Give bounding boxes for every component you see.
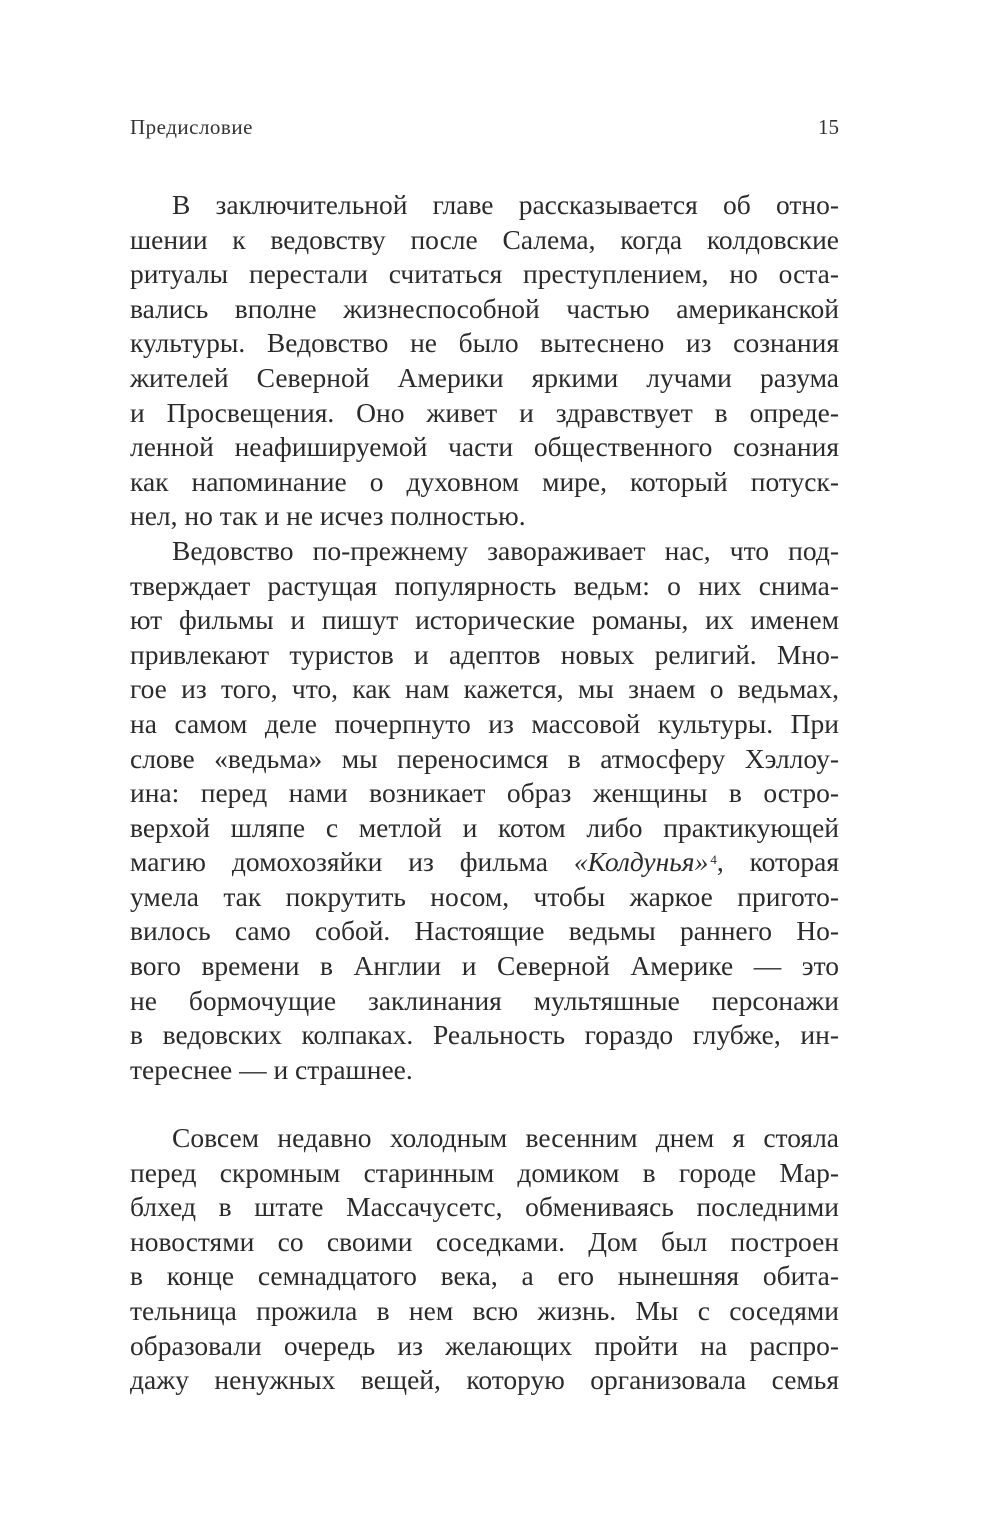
text-line: Ведовство по-прежнему завораживает нас, что под- <box>172 534 839 566</box>
text-line: блхед в штате Массачусетс, обмениваясь последними <box>130 1191 839 1223</box>
text-line: тверждает растущая популярность ведьм: о них снима- <box>130 569 839 601</box>
footnote-marker[interactable]: 4 <box>710 852 717 868</box>
text-line: ритуалы перестали считаться преступлением, но оста- <box>130 258 839 290</box>
text-line: Совсем недавно холодным весенним днем я стояла <box>172 1122 839 1153</box>
paragraph-post-salem <box>130 188 839 534</box>
text-line: нел, но так и не исчез полностью. <box>130 500 526 532</box>
text-line: В заключительной главе рассказывается об отно- <box>172 189 839 220</box>
page-header <box>130 115 839 147</box>
paragraph-marblehead <box>130 1121 839 1398</box>
text-line: тельница прожила в нем всю жизнь. Мы с соседями <box>130 1294 839 1326</box>
text-line: умела так покрутить носом, чтобы жаркое пригото- <box>130 880 839 912</box>
text-line: ина: перед нами возникает образ женщины в остро- <box>130 777 839 809</box>
text-line: вилось само собой. Настоящие ведьмы раннего Но- <box>130 915 839 947</box>
text-line: в ведовских колпаках. Реальность гораздо глубже, ин- <box>130 1019 839 1051</box>
text-line: как напоминание о духовном мире, который потуск- <box>130 465 839 497</box>
text-line: новостями со своими соседками. Дом был построен <box>130 1225 839 1257</box>
text-line: культуры. Ведовство не было вытеснено из сознания <box>130 327 839 359</box>
running-head: Предисловие <box>130 115 253 139</box>
text-line: перед скромным старинным домиком в городе Мар- <box>130 1156 839 1188</box>
text-line: на самом деле почерпнуто из массовой культуры. При <box>130 707 839 739</box>
text-line: жителей Северной Америки яркими лучами разума <box>130 361 839 393</box>
film-line-prefix: магию домохозяйки из фильма <box>130 846 574 878</box>
text-line: ют фильмы и пишут исторические романы, их именем <box>130 604 839 636</box>
text-line: слове «ведьма» мы переносимся в атмосферу Хэллоу- <box>130 742 839 774</box>
text-line: привлекают туристов и адептов новых религий. Мно- <box>130 638 839 670</box>
text-line: образовали очередь из желающих пройти на распро- <box>130 1329 839 1361</box>
text-line: и Просвещения. Оно живет и здравствует в опреде- <box>130 396 839 428</box>
text-line: тереснее — и страшнее. <box>130 1053 413 1085</box>
text-line: шении к ведовству после Салема, когда колдовские <box>130 223 839 255</box>
text-line: не бормочущие заклинания мультяшные персонажи <box>130 984 839 1016</box>
page-number: 15 <box>818 115 839 139</box>
text-line: дажу ненужных вещей, которую организовала семья <box>130 1364 839 1396</box>
text-line: гое из того, что, как нам кажется, мы знаем о ведьмах, <box>130 673 839 705</box>
text-line: ленной неафишируемой части общественного сознания <box>130 431 839 463</box>
text-block-1 <box>130 188 839 1087</box>
paragraph-witch-popularity <box>130 534 839 1088</box>
film-title: «Колдунья» <box>573 846 709 878</box>
text-line-film <box>130 845 839 880</box>
film-line-suffix: , которая <box>716 846 839 878</box>
text-block-2 <box>130 1121 839 1398</box>
text-line: в конце семнадцатого века, а его нынешняя обита- <box>130 1260 839 1292</box>
text-line: вого времени в Англии и Северной Америке — это <box>130 950 839 982</box>
text-line: вались вполне жизнеспособной частью американской <box>130 292 839 324</box>
text-line: верхой шляпе с метлой и котом либо практикующей <box>130 811 839 843</box>
